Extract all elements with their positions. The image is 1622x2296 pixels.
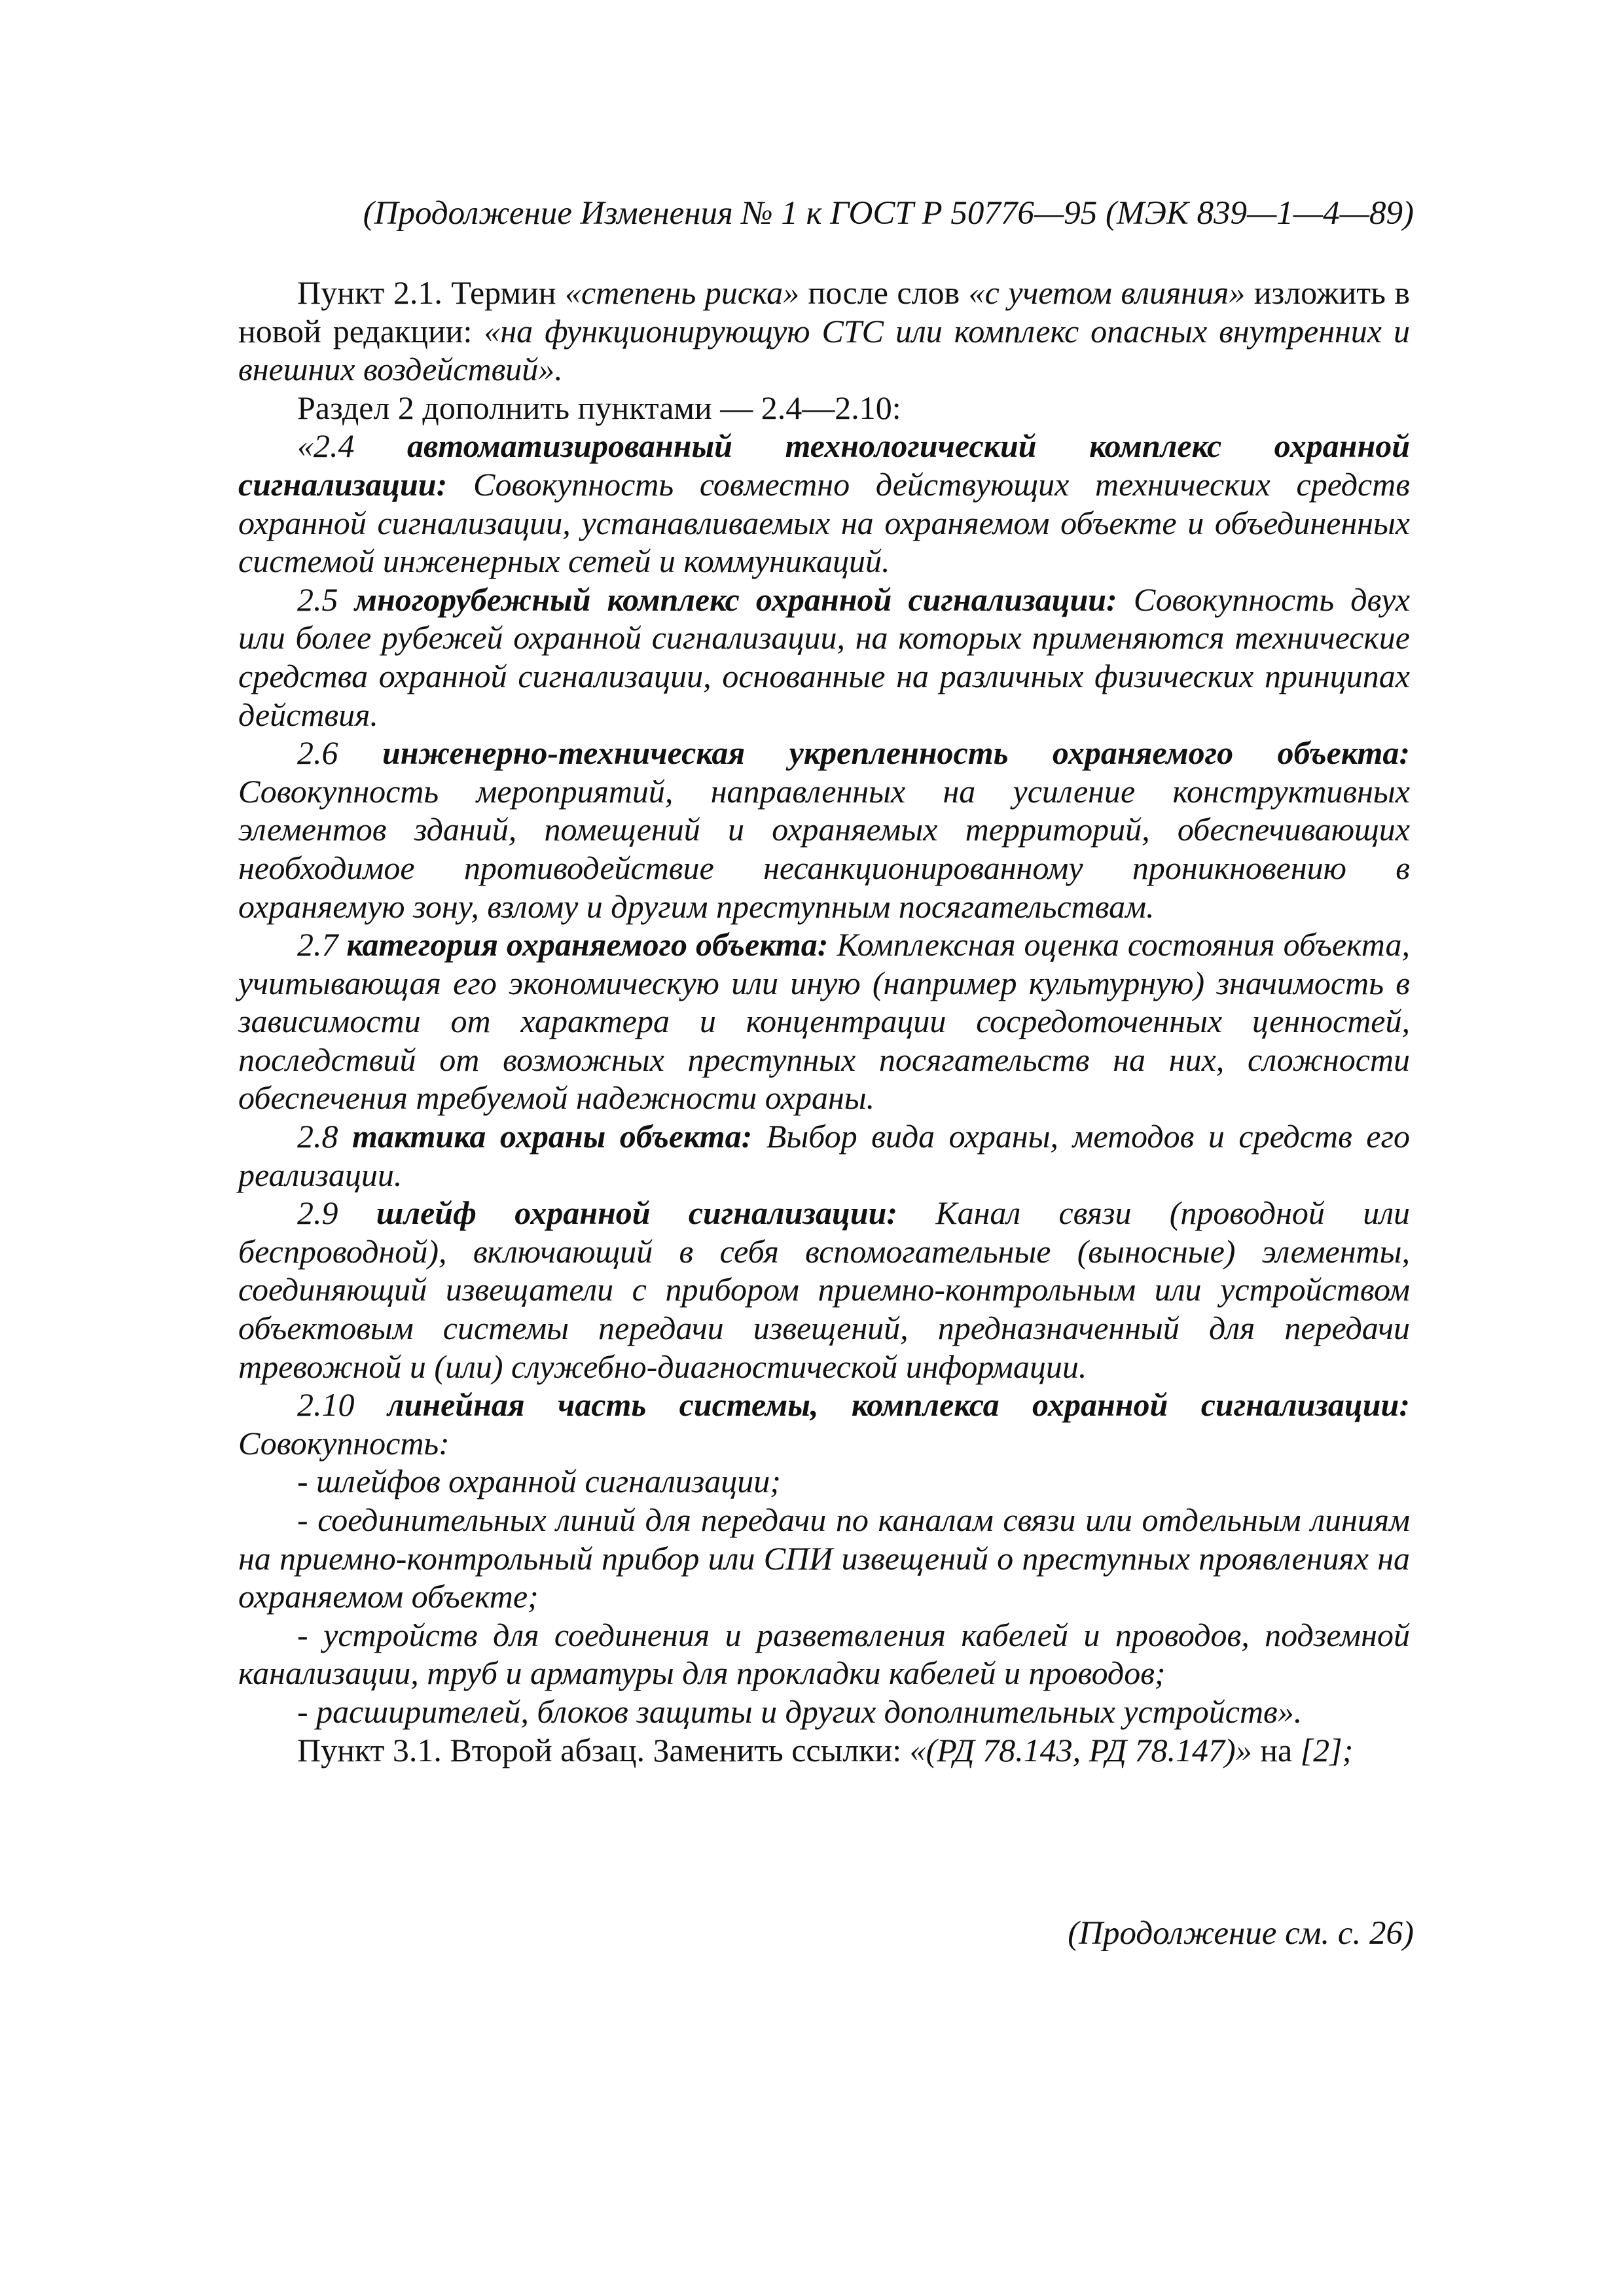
- definition-2-8: 2.8 тактика охраны объекта: Выбор вида охраны, методов и средств его реализации.: [238, 1118, 1410, 1193]
- term-2-4: автоматизированный технологический комплекс охранной сигнализации:: [238, 427, 1411, 503]
- paragraph-3-1: Пункт 3.1. Второй абзац. Заменить ссылки: «(РД 78.143, РД 78.147)» на [2];: [297, 1731, 1354, 1768]
- definition-2-5: 2.5 многорубежный комплекс охранной сигнализации: Совокупность двух или более рубежей охранной сигнализации, на которых применяются технические средства охранной сигнализации, основанные на различных физических принципах действия.: [238, 581, 1411, 733]
- list-item: - устройств для соединения и разветвления кабелей и проводов, подземной канализации, труб и арматуры для прокладки кабелей и проводов;: [238, 1616, 1410, 1692]
- term-2-10: линейная часть системы, комплекса охранной сигнализации:: [387, 1386, 1411, 1424]
- page-footer: (Продолжение см. с. 26): [1068, 1915, 1414, 1952]
- definition-2-10: 2.10 линейная часть системы, комплекса охранной сигнализации: Совокупность:: [238, 1386, 1411, 1462]
- paragraph-2-1: Пункт 2.1. Термин «степень риска» после слов «с учетом влияния» изложить в новой редакции: «на функционирующую СТС или комплекс опасных внутренних и внешних воздействий».: [238, 274, 1410, 388]
- list-item: - соединительных линий для передачи по каналам связи или отдельным линиям на приемно-контрольный прибор или СПИ извещений о преступных проявлениях на охраняемом объекте;: [238, 1501, 1410, 1615]
- term-2-9: шлейф охранной сигнализации:: [376, 1194, 898, 1232]
- definition-2-7: 2.7 категория охраняемого объекта: Комплексная оценка состояния объекта, учитывающая его экономическую или иную (например культурную) значимость в зависимости от характера и концентрации сосредоточенных ценностей, последствий от возможных преступных посягательств на них, сложности обеспечения требуемой надежности охраны.: [238, 926, 1410, 1117]
- term-2-8: тактика охраны объекта:: [352, 1118, 753, 1155]
- definition-2-9: 2.9 шлейф охранной сигнализации: Канал связи (проводной или беспроводной), включающий в себя вспомогательные (выносные) элементы, соединяющий извещатели с прибором приемно-контрольным или устройством объектовым системы передачи извещений, предназначенный для передачи тревожной и (или) служебно-диагностической информации.: [238, 1194, 1410, 1385]
- document-body: [238, 274, 1410, 1769]
- paragraph-section-2: Раздел 2 дополнить пунктами — 2.4—2.10:: [297, 389, 901, 426]
- definition-2-4: «2.4 автоматизированный технологический комплекс охранной сигнализации: Совокупность совместно действующих технических средств охранной сигнализации, устанавливаемых на охраняемом объекте и объединенных системой инженерных сетей и коммуникаций.: [238, 427, 1411, 580]
- definition-2-6: 2.6 инженерно-техническая укрепленность охраняемого объекта: Совокупность мероприятий, направленных на усиление конструктивных элементов зданий, помещений и охраняемых территорий, обеспечивающих необходимое противодействие несанкционированному проникновению в охраняемую зону, взлому и другим преступным посягательствам.: [238, 734, 1411, 925]
- term-2-5: многорубежный комплекс охранной сигнализации:: [354, 581, 1117, 618]
- term-2-7: категория охраняемого объекта:: [346, 926, 829, 963]
- term-2-6: инженерно-техническая укрепленность охраняемого объекта:: [382, 734, 1411, 772]
- list-item: - шлейфов охранной сигнализации;: [297, 1463, 781, 1500]
- list-item: - расширителей, блоков защиты и других дополнительных устройств».: [297, 1693, 1303, 1730]
- page-header: (Продолжение Изменения № 1 к ГОСТ Р 50776—95 (МЭК 839—1—4—89): [363, 195, 1414, 232]
